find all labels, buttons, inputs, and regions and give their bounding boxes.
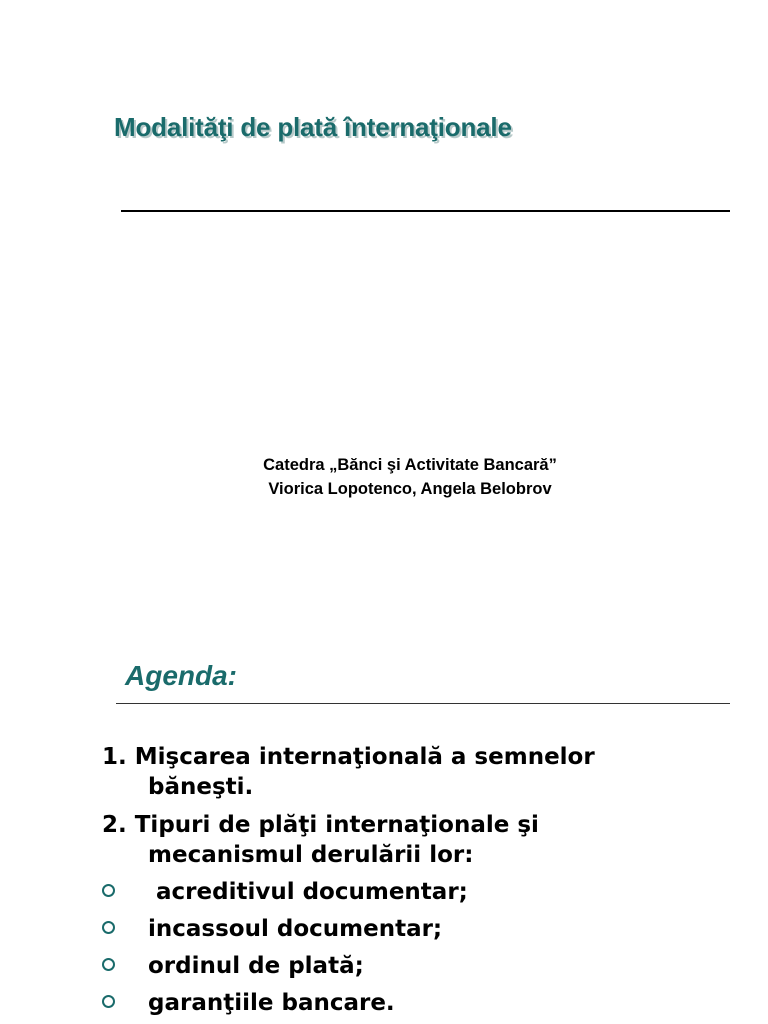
department-label: Catedra „Bănci şi Activitate Bancară”	[263, 456, 557, 474]
agenda-item-2-line1: 2. Tipuri de plăţi internaţionale şi	[102, 812, 539, 838]
slide-title: Modalităţi de plată înternaţionale	[114, 112, 512, 142]
circle-bullet-icon	[102, 921, 115, 934]
title-divider	[121, 210, 730, 212]
bullet-text: incassoul documentar;	[148, 916, 443, 942]
authors-label: Viorica Lopotenco, Angela Belobrov	[268, 480, 552, 498]
agenda-item-1-line1: 1. Mişcarea internaţională a semnelor	[102, 744, 595, 770]
agenda-title: Agenda:	[125, 660, 237, 691]
agenda-item-2-line2: mecanismul derulării lor:	[148, 842, 474, 868]
circle-bullet-icon	[102, 958, 115, 971]
agenda-item-1-line2: băneşti.	[148, 774, 254, 800]
agenda-item-2	[102, 810, 722, 870]
bullet-text: acreditivul documentar;	[148, 879, 468, 905]
bullet-text: garanţiile bancare.	[148, 990, 395, 1016]
circle-bullet-icon	[102, 995, 115, 1008]
agenda-divider	[116, 703, 730, 704]
bullet-text: ordinul de plată;	[148, 953, 364, 979]
agenda-item-1	[102, 742, 722, 802]
circle-bullet-icon	[102, 884, 115, 897]
